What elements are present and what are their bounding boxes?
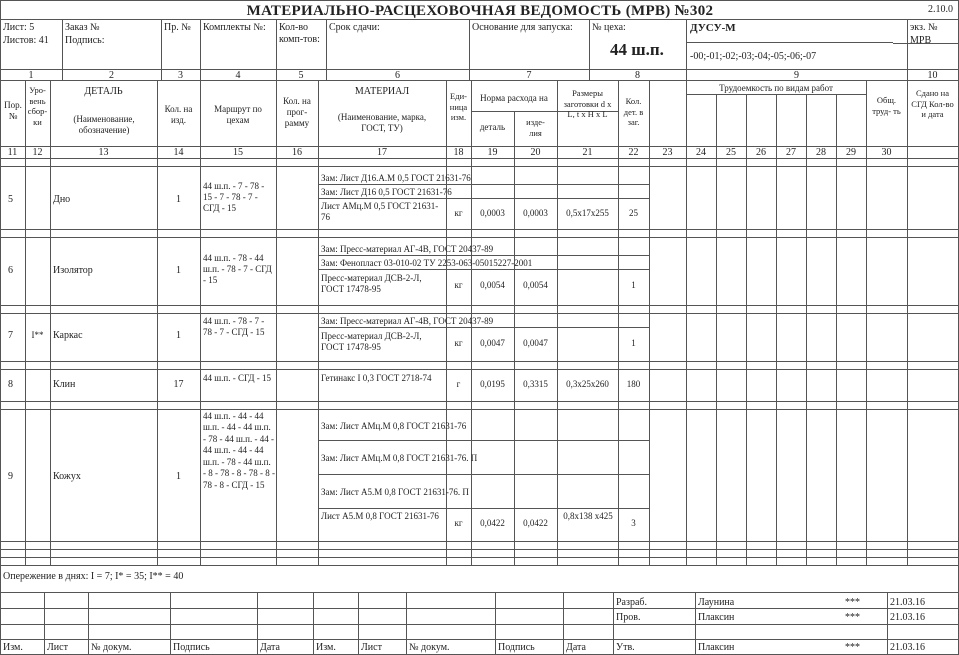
- row-norm-product: 0,3315: [523, 379, 548, 389]
- row-material: Лист А5.М 0,8 ГОСТ 21631-76: [321, 511, 439, 521]
- order-label: Заказ №: [65, 22, 100, 33]
- row-pieces: 3: [631, 518, 636, 528]
- row-norm-part: 0,0422: [480, 518, 505, 528]
- stamp-v: [44, 592, 45, 655]
- vline-h: [276, 19, 277, 69]
- row-norm-product: 0,0422: [523, 518, 548, 528]
- stamp-v: [257, 592, 258, 655]
- col-pieces: Кол. дет. в заг.: [623, 96, 644, 128]
- col-prog-qty: Кол. на прог- рамму: [283, 96, 311, 128]
- sheet-label: Лист: 5: [3, 22, 35, 33]
- sub-sep: [318, 269, 649, 270]
- col-pos: Пор. №: [4, 100, 22, 121]
- row-sep: [0, 401, 959, 402]
- copy-label: экз. №: [910, 22, 938, 33]
- row-qty: 1: [176, 265, 181, 276]
- row-material-sub: Зам: Лист А5.М 0,8 ГОСТ 21631-76. П: [321, 487, 469, 497]
- colnum2: 17: [377, 147, 387, 158]
- colnum2: 14: [173, 147, 184, 158]
- colnum: 3: [178, 70, 183, 81]
- colnum: 10: [927, 70, 938, 81]
- col-unit: Еди- ница изм.: [449, 91, 468, 123]
- vline-m: [746, 94, 747, 565]
- row-sep: [0, 565, 959, 566]
- row-unit: кг: [454, 280, 463, 290]
- row-unit: г: [456, 379, 461, 389]
- row-route: 44 ш.п. - СГД - 15: [203, 373, 272, 383]
- copy-value: МРВ: [910, 35, 932, 46]
- sub-sep: [318, 508, 649, 509]
- row-blank-size: 0,3x25x260: [566, 379, 609, 389]
- vline-m: [776, 94, 777, 565]
- row-material-sub: Зам: Лист АМц.М 0,8 ГОСТ 21631-76: [321, 421, 467, 431]
- stamp-developed-label: Разраб.: [616, 597, 647, 608]
- row-sep: [0, 409, 959, 410]
- stamp-checked-sign: ***: [845, 612, 860, 623]
- footer-date: Дата: [566, 642, 586, 653]
- kits-label: Комплекты №:: [203, 22, 266, 33]
- product-variants: -00;-01;-02;-03;-04;-05;-06;-07: [690, 51, 817, 62]
- vline-m: [716, 94, 717, 565]
- vline-m: [806, 94, 807, 565]
- row-norm-part: 0,0195: [480, 379, 505, 389]
- row-detail-name: Клин: [53, 379, 76, 390]
- sub-sep: [318, 327, 649, 328]
- colnum: 9: [794, 70, 799, 81]
- row-sep: [0, 237, 959, 238]
- stamp-approved-date: 21.03.16: [890, 642, 925, 653]
- row-norm-product: 0,0054: [523, 280, 548, 290]
- stamp-checked-name: Плаксин: [698, 612, 735, 623]
- row-sep: [0, 229, 959, 230]
- row-route: 44 ш.п. - 44 - 44 ш.п. - 44 - 44 ш.п. - 78 - 44 ш.п. - 44 - 44 ш.п. - 44 - 44 ш.п. - 78 - 44 ш.п. - 8 - 78 - 8 - 78 - 8 - 78 - 8 - СГД - 15: [203, 411, 275, 490]
- vline-h: [589, 19, 590, 69]
- colnum: 1: [28, 70, 34, 81]
- stamp-developed-sign: ***: [845, 597, 860, 608]
- stamp-approved-label: Утв.: [616, 642, 635, 653]
- row-pos: 7: [8, 330, 13, 341]
- colnum: 8: [635, 70, 640, 81]
- kits-count-label: Кол-во комп-тов:: [279, 22, 320, 45]
- col-level: Уро- вень сбор- ки: [27, 85, 48, 127]
- row-blank-size: 0,8x138 x425: [563, 511, 613, 521]
- colnum: 6: [395, 70, 400, 81]
- row-material-sub: Зам: Пресс-материал АГ-4В, ГОСТ 20437-89: [321, 244, 494, 254]
- col-material-title: МАТЕРИАЛ: [354, 86, 410, 97]
- row-material-sub: Зам: Пресс-материал АГ-4В, ГОСТ 20437-89: [321, 316, 494, 326]
- row-material-sub: Зам: Фенопласт 03-010-02 ТУ 2253-063-05015227-2001: [321, 258, 533, 268]
- footer-change: Изм.: [3, 642, 23, 653]
- row-sep: [0, 549, 959, 550]
- col-labor: Трудоемкость по видам работ: [719, 83, 833, 93]
- stamp-v: [358, 592, 359, 655]
- stamp-developed-date: 21.03.16: [890, 597, 925, 608]
- vline-h: [62, 19, 63, 69]
- stamp-v: [887, 592, 888, 655]
- stamp-v: [313, 592, 314, 655]
- workshop-label: № цеха:: [592, 22, 626, 33]
- colnum2: 12: [32, 147, 43, 158]
- col-total: Общ. труд- ть: [872, 95, 901, 116]
- col-qty: Кол. на изд.: [164, 104, 193, 125]
- stamp-v: [495, 592, 496, 655]
- row-sep: [0, 557, 959, 558]
- vline-m: [836, 94, 837, 565]
- row-pos: 9: [8, 471, 13, 482]
- colnum2: 18: [453, 147, 464, 158]
- row-material: Гетинакс I 0,3 ГОСТ 2718-74: [321, 373, 432, 383]
- col-route: Маршрут по цехам: [214, 104, 262, 125]
- colnum2: 21: [582, 147, 593, 158]
- colnum: 4: [235, 70, 241, 81]
- line-h5b: [0, 166, 959, 167]
- vline-m: [907, 80, 908, 565]
- footer-signature: Подпись: [173, 642, 210, 653]
- footer-date: Дата: [260, 642, 280, 653]
- stamp-approved-name: Плаксин: [698, 642, 735, 653]
- row-route: 44 ш.п. - 78 - 7 - 78 - 7 - СГД - 15: [203, 316, 265, 337]
- row-material-sub: Зам: Лист АМц.М 0,8 ГОСТ 21631-76. П: [321, 453, 478, 463]
- stamp-v: [88, 592, 89, 655]
- row-detail-name: Кожух: [53, 471, 81, 482]
- sheets-label: Листов: 41: [3, 35, 49, 46]
- row-unit: кг: [454, 518, 463, 528]
- doc-code: 2.10.0: [928, 4, 953, 15]
- vline-h: [326, 19, 327, 69]
- stamp-v: [613, 592, 614, 655]
- basis-label: Основание для запуска:: [472, 22, 573, 33]
- sub-sep: [318, 198, 649, 199]
- row-material: Пресс-материал ДСВ-2-Л, ГОСТ 17478-95: [321, 331, 422, 352]
- stamp-line: [0, 624, 959, 625]
- sub-sep: [318, 255, 649, 256]
- stamp-v: [170, 592, 171, 655]
- row-pos: 5: [8, 194, 13, 205]
- colnum2: 25: [726, 147, 736, 158]
- row-detail-name: Дно: [53, 194, 71, 205]
- row-qty: 1: [176, 194, 181, 205]
- col-detail-title: ДЕТАЛЬ: [84, 86, 123, 97]
- row-material-sub: Зам: Лист Д16 0,5 ГОСТ 21631-76: [321, 187, 452, 197]
- doc-title: МАТЕРИАЛЬНО-РАСЦЕХОВОЧНАЯ ВЕДОМОСТЬ (МРВ) №302: [246, 3, 714, 19]
- deadline-label: Срок сдачи:: [329, 22, 380, 33]
- colnum2: 20: [530, 147, 541, 158]
- colnum2: 11: [7, 147, 18, 158]
- colnum2: 15: [233, 147, 243, 158]
- colnum2: 13: [98, 147, 109, 158]
- footer-sheet: Лист: [47, 642, 68, 653]
- colnum2: 28: [816, 147, 826, 158]
- row-level: I**: [31, 330, 44, 340]
- signature-label: Подпись:: [65, 35, 105, 46]
- footer-signature: Подпись: [498, 642, 535, 653]
- row-detail-name: Каркас: [53, 330, 83, 341]
- footer-doc-no: № докум.: [409, 642, 450, 653]
- sub-sep: [318, 440, 649, 441]
- frame-top: [0, 0, 959, 1]
- colnum2: 24: [696, 147, 706, 158]
- colnum: 7: [526, 70, 532, 81]
- vline-h: [907, 19, 908, 69]
- row-pos: 8: [8, 379, 13, 390]
- workshop-value: 44 ш.п.: [610, 40, 664, 59]
- row-pos: 6: [8, 265, 13, 276]
- row-material: Лист АМц.М 0,5 ГОСТ 21631-76: [321, 201, 439, 222]
- col-detail-sub: (Наименование, обозначение): [73, 114, 135, 135]
- row-norm-part: 0,0003: [480, 208, 505, 218]
- row-qty: 1: [176, 330, 181, 341]
- sub-sep: [318, 184, 649, 185]
- row-qty: 1: [176, 471, 181, 482]
- colnum2: 26: [756, 147, 766, 158]
- stamp-v: [563, 592, 564, 655]
- row-norm-part: 0,0047: [480, 338, 505, 348]
- colnum2: 27: [786, 147, 796, 158]
- col-material-sub: (Наименование, марка, ГОСТ, ТУ): [337, 112, 427, 133]
- row-qty: 17: [173, 379, 184, 390]
- stamp-line: [0, 608, 959, 609]
- col-norm: Норма расхода на: [480, 93, 548, 103]
- row-detail-name: Изолятор: [53, 265, 93, 276]
- colnum2: 19: [487, 147, 498, 158]
- row-material-sub: Зам: Лист Д16.А.М 0,5 ГОСТ 21631-76: [321, 173, 471, 183]
- col-blank-size: Размеры заготовки d x L, t x H x L: [563, 88, 612, 120]
- row-norm-product: 0,0003: [523, 208, 548, 218]
- colnum2: 30: [881, 147, 892, 158]
- row-pieces: 1: [631, 280, 636, 290]
- colnum2: 23: [662, 147, 673, 158]
- vline-h: [161, 19, 162, 69]
- sub-sep: [318, 474, 649, 475]
- product-name: ДУСУ-М: [690, 22, 736, 34]
- col-norm-product: изде- лия: [526, 117, 545, 138]
- vline-h: [469, 19, 470, 69]
- stamp-approved-sign: ***: [845, 642, 860, 653]
- colnum2: 16: [292, 147, 302, 158]
- row-route: 44 ш.п. - 78 - 44 ш.п. - 78 - 7 - СГД - 15: [203, 253, 272, 285]
- row-norm-part: 0,0054: [480, 280, 505, 290]
- colnum2: 22: [628, 147, 639, 158]
- pr-no-label: Пр. №: [164, 22, 191, 33]
- row-unit: кг: [454, 338, 463, 348]
- col-norm-part: деталь: [479, 122, 506, 132]
- line-product-split: [687, 42, 893, 43]
- row-pieces: 1: [631, 338, 636, 348]
- row-sep: [0, 541, 959, 542]
- row-sep: [0, 313, 959, 314]
- footer-change: Изм.: [316, 642, 336, 653]
- footer-sheet: Лист: [361, 642, 382, 653]
- row-route: 44 ш.п. - 7 - 78 - 15 - 7 - 78 - 7 - СГД - 15: [203, 181, 265, 213]
- stamp-line: [0, 639, 959, 640]
- row-norm-product: 0,0047: [523, 338, 548, 348]
- row-sep: [0, 369, 959, 370]
- row-pieces: 25: [629, 208, 638, 218]
- vline-h: [200, 19, 201, 69]
- colnum: 5: [298, 70, 304, 81]
- stamp-checked-date: 21.03.16: [890, 612, 925, 623]
- stamp-checked-label: Пров.: [616, 612, 641, 623]
- stamp-v: [695, 592, 696, 655]
- vline-h: [686, 19, 687, 69]
- row-material: Пресс-материал ДСВ-2-Л, ГОСТ 17478-95: [321, 273, 422, 294]
- row-unit: кг: [454, 208, 463, 218]
- colnum2: 29: [846, 147, 856, 158]
- stamp-developed-name: Лаунина: [698, 597, 735, 608]
- col-handed: Сдано на СГД Кол-во и дата: [911, 88, 954, 120]
- row-blank-size: 0,5x17x255: [566, 208, 609, 218]
- stamp-line: [0, 592, 959, 593]
- advance-note: Опережение в днях: I = 7; I* = 35; I** = 40: [3, 571, 184, 582]
- colnum: 2: [109, 70, 114, 81]
- stamp-v: [406, 592, 407, 655]
- row-pieces: 180: [626, 379, 641, 389]
- row-sep: [0, 361, 959, 362]
- footer-doc-no: № докум.: [91, 642, 132, 653]
- row-sep: [0, 305, 959, 306]
